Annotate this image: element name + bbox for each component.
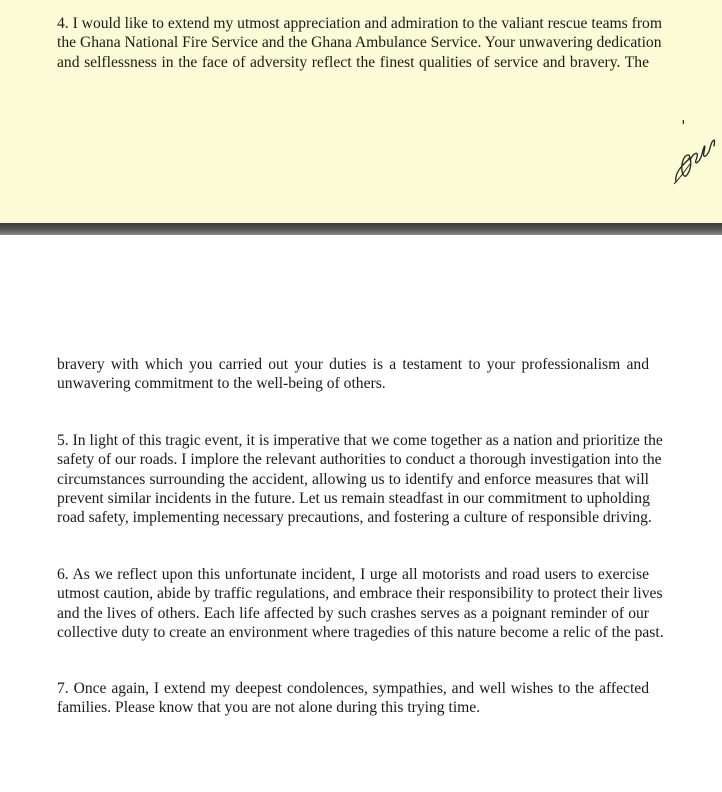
paragraph-line: 4. I would like to extend my utmost appreciation and admiration to the valiant rescue teams from: [57, 15, 662, 32]
paragraph-line: prevent similar incidents in the future. Let us remain steadfast in our commitment to upholding: [57, 489, 650, 507]
paragraph-line: 5. In light of this tragic event, it is imperative that we come together as a nation and prioritize the: [57, 432, 663, 449]
paragraph-4: [57, 14, 662, 72]
paragraph-line: bravery with which you carried out your duties is a testament to your professionalism and: [57, 356, 649, 373]
paragraph-7: [57, 679, 649, 718]
paragraph-line: families. Please know that you are not alone during this trying time.: [57, 699, 481, 717]
paragraph-line: 6. As we reflect upon this unfortunate incident, I urge all motorists and road users to exercise: [57, 566, 649, 583]
paragraph-line: 7. Once again, I extend my deepest condolences, sympathies, and well wishes to the affected: [57, 680, 649, 697]
paragraph-4-continued: [57, 355, 649, 394]
paragraph-6: [57, 565, 664, 642]
paragraph-line: unwavering commitment to the well-being of others.: [57, 375, 386, 393]
paragraph-line: collective duty to create an environment where tragedies of this nature become a relic of the past.: [57, 623, 664, 641]
paragraph-line: safety of our roads. I implore the relevant authorities to conduct a thorough investigation into the: [57, 451, 662, 469]
page-separator: [0, 223, 722, 235]
paragraph-line: and the lives of others. Each life affected by such crashes serves as a poignant reminder of our: [57, 604, 649, 622]
paragraph-line: circumstances surrounding the accident, allowing us to identify and enforce measures that will: [57, 470, 649, 488]
signature-icon: [670, 112, 722, 192]
paragraph-line: and selflessness in the face of adversity reflect the finest qualities of service and bravery. The: [57, 53, 649, 71]
paragraph-line: utmost caution, abide by traffic regulations, and embrace their responsibility to protect their lives: [57, 585, 663, 603]
paragraph-line: road safety, implementing necessary precautions, and fostering a culture of responsible driving.: [57, 509, 652, 527]
document-page-1: [0, 0, 722, 223]
paragraph-5: [57, 431, 663, 527]
paragraph-line: the Ghana National Fire Service and the Ghana Ambulance Service. Your unwavering dedication: [57, 34, 662, 52]
